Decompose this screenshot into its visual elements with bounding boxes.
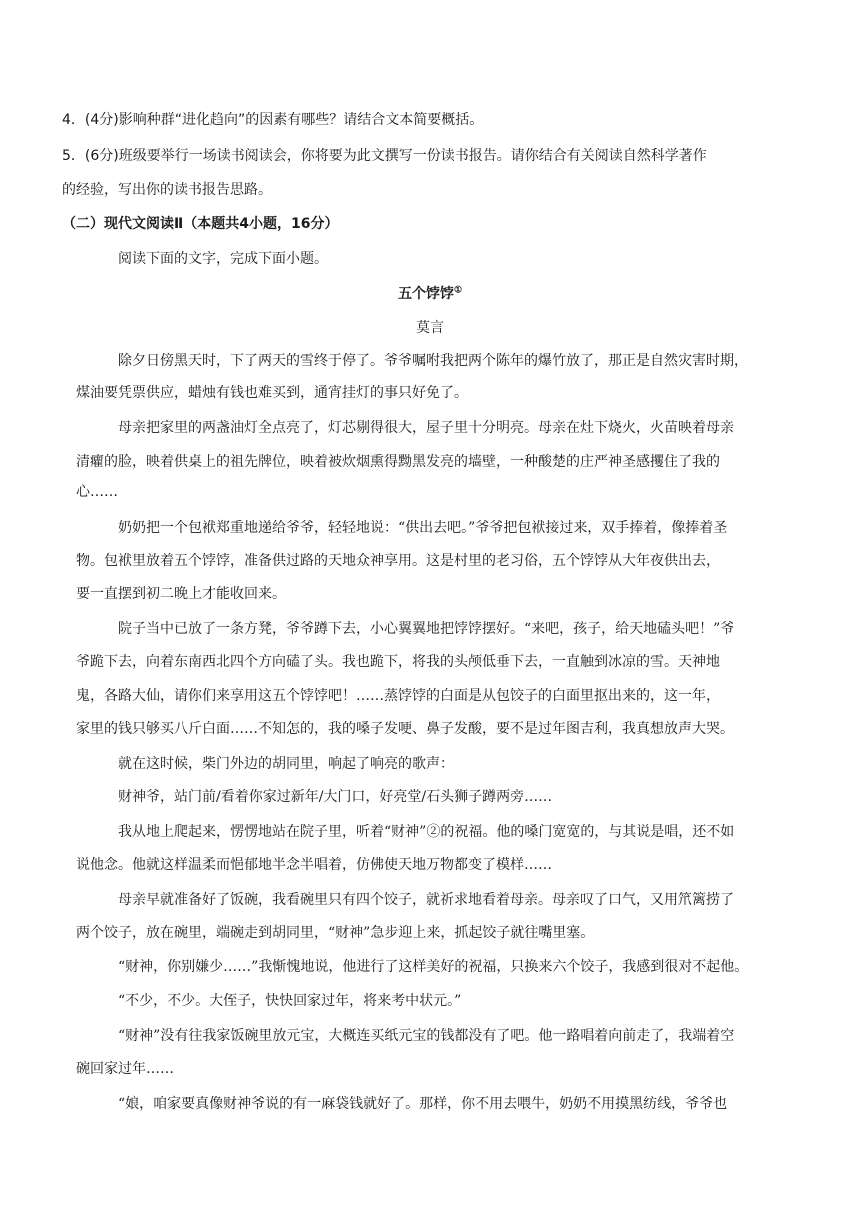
article-line: 两个饺子，放在碗里，端碗走到胡同里，“财神”急步迎上来，抓起饺子就往嘴里塞。 bbox=[76, 925, 595, 941]
article-line: “财神，你别嫌少……”我惭愧地说，他进行了这样美好的祝福，只换来六个饺子，我感到很对不起他。 bbox=[118, 959, 749, 975]
article-line: 母亲早就准备好了饭碗，我看碗里只有四个饺子，就祈求地看着母亲。母亲叹了口气，又用笊篱捞了 bbox=[118, 892, 734, 908]
footnote-marker-1: ① bbox=[453, 285, 463, 296]
article-line: 我从地上爬起来，愣愣地站在院子里，听着“财神”②的祝福。他的嗓门宽宽的，与其说是唱，还不如 bbox=[118, 824, 735, 840]
article-line: 心…… bbox=[76, 484, 118, 500]
article-line: 除夕日傍黑天时，下了两天的雪终于停了。爷爷嘱咐我把两个陈年的爆竹放了，那正是自然灾害时期， bbox=[118, 353, 748, 369]
article-line: “财神”没有往我家饭碗里放元宝，大概连买纸元宝的钱都没有了吧。他一路唱着向前走了，我端着空 bbox=[118, 1028, 735, 1044]
article-line: 奶奶把一个包袱郑重地递给爷爷，轻轻地说：“供出去吧。”爷爷把包袱接过来，双手捧着，像捧着圣 bbox=[118, 520, 728, 536]
article-line: 爷跪下去，向着东南西北四个方向磕了头。我也跪下，将我的头颅低垂下去，一直触到冰凉的雪。天神地 bbox=[76, 654, 720, 670]
article-line: 鬼，各路大仙，请你们来享用这五个饽饽吧！……蒸饽饽的白面是从包饺子的白面里抠出来的，这一年， bbox=[76, 688, 720, 704]
article-line: “娘，咱家要真像财神爷说的有一麻袋钱就好了。那样，你不用去喂牛，奶奶不用摸黑纺线，爷爷也 bbox=[118, 1096, 728, 1112]
article-line: 财神爷，站门前/看着你家过新年/大门口，好亮堂/石头狮子蹲两旁…… bbox=[118, 789, 553, 805]
article-title-text: 五个饽饽 bbox=[397, 286, 454, 302]
article-line: 清癯的脸，映着供桌上的祖先牌位，映着被炊烟熏得黝黑发亮的墙壁，一种酸楚的庄严神圣感攫住了我的 bbox=[76, 454, 720, 470]
article-title bbox=[0, 284, 860, 304]
question-5-line-1: 5．(6分)班级要举行一场读书阅读会，你将要为此文撰写一份读书报告。请你结合有关阅读自然科学著作 bbox=[62, 148, 707, 164]
article-line: 碗回家过年…… bbox=[76, 1061, 174, 1077]
article-line: 母亲把家里的两盏油灯全点亮了，灯芯剔得很大，屋子里十分明亮。母亲在灶下烧火，火苗映着母亲 bbox=[118, 420, 734, 436]
reading-instruction: 阅读下面的文字，完成下面小题。 bbox=[118, 251, 328, 267]
article-line: 说他念。他就这样温柔而悒郁地半念半唱着，仿佛使天地万物都变了模样…… bbox=[76, 857, 552, 873]
article-author: 莫言 bbox=[416, 320, 444, 336]
article-line: 物。包袱里放着五个饽饽，准备供过路的天地众神享用。这是村里的老习俗，五个饽饽从大年夜供出去， bbox=[76, 553, 720, 569]
section-heading: （二）现代文阅读Ⅱ（本题共4小题，16分） bbox=[62, 216, 339, 232]
question-5-line-2: 的经验，写出你的读书报告思路。 bbox=[62, 182, 272, 198]
article-line: 院子当中已放了一条方凳，爷爷蹲下去，小心翼翼地把饽饽摆好。“来吧，孩子，给天地磕头吧！”爷 bbox=[118, 621, 735, 637]
article-line: 煤油要凭票供应，蜡烛有钱也难买到，通宵挂灯的事只好免了。 bbox=[76, 385, 468, 401]
article-line: “不少，不少。大侄子，快快回家过年，将来考中状元。” bbox=[118, 993, 462, 1009]
article-line: 就在这时候，柴门外边的胡同里，响起了响亮的歌声： bbox=[118, 756, 454, 772]
question-4: 4．(4分)影响种群“进化趋向”的因素有哪些？请结合文本简要概括。 bbox=[62, 112, 484, 128]
article-line: 家里的钱只够买八斤白面……不知怎的，我的嗓子发哽、鼻子发酸，要不是过年图吉利，我真想放声大哭。 bbox=[76, 721, 734, 737]
article-line: 要一直摆到初二晚上才能收回来。 bbox=[76, 586, 286, 602]
